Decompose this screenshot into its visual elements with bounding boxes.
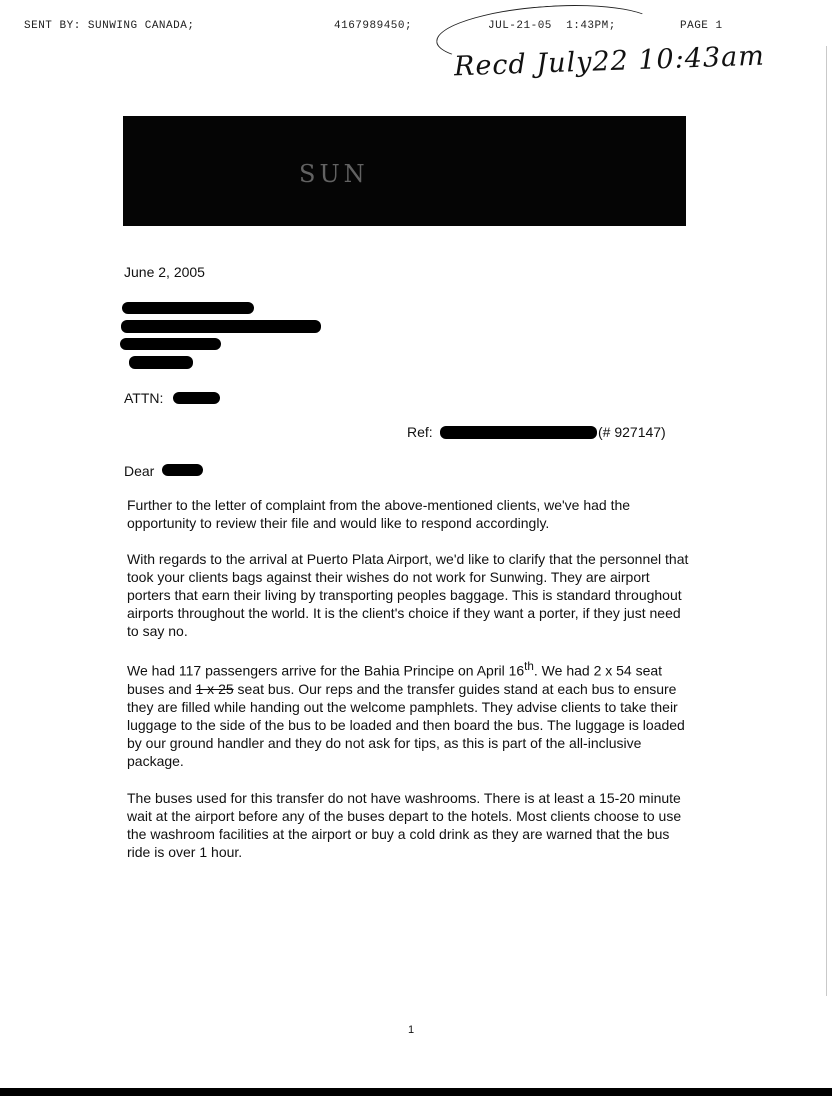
ref-label: Ref: xyxy=(407,424,433,440)
p3-strikethrough-text: 1 x 25 xyxy=(195,680,234,697)
redacted-address-line xyxy=(129,356,193,369)
redacted-address-line xyxy=(122,302,254,314)
scan-edge-line xyxy=(826,46,827,996)
handwritten-received-note: Recd July22 10:43am xyxy=(453,40,766,83)
redacted-ref-name xyxy=(440,426,597,439)
redacted-address-line xyxy=(121,320,321,333)
p3-superscript: th xyxy=(524,660,534,673)
fax-bottom-border xyxy=(0,1088,832,1096)
p3-text-c: seat bus. Our reps and the transfer guides stand at each bus to ensure they are filled while handing out the welcome pamphlets. They advise clients to take their luggage to the side of the bus to be loaded and then board the bus. The luggage is loaded by our ground handler and they do not ask for tips, as this is part of the all-inclusive package. xyxy=(127,680,685,769)
fax-datetime: JUL-21-05 1:43PM; xyxy=(488,20,616,32)
p3-text-b: . We had 2 x 54 seat buses and xyxy=(127,662,663,697)
fax-sender: SENT BY: SUNWING CANADA; xyxy=(24,20,195,32)
paragraph-airport-porters: With regards to the arrival at Puerto Plata Airport, we'd like to clarify that the personnel that took your clients bags against their wishes do not work for Sunwing. They are airport porters that earn their living by transporting peoples baggage. This is standard throughout airports throughout the world. It is the client's choice if they want a porter, if they just need to say no. xyxy=(127,551,689,639)
ref-number: (# 927147) xyxy=(598,424,666,440)
page-bottom-mark: 1 xyxy=(408,1024,415,1036)
paragraph-passengers-buses xyxy=(127,658,692,770)
letterhead-logo-text: SUN xyxy=(299,160,369,188)
redacted-address-line xyxy=(120,338,221,350)
letter-date: June 2, 2005 xyxy=(124,264,205,280)
paragraph-intro: Further to the letter of complaint from the above-mentioned clients, we've had the opportunity to review their file and would like to respond accordingly. xyxy=(127,497,631,531)
redacted-attn-name xyxy=(173,392,220,404)
redacted-salutation-name xyxy=(162,464,203,476)
p3-text-a: We had 117 passengers arrive for the Bahia Principe on April 16 xyxy=(127,662,525,679)
fax-header xyxy=(24,20,814,40)
fax-phone: 4167989450; xyxy=(334,20,413,32)
paragraph-washrooms: The buses used for this transfer do not have washrooms. There is at least a 15-20 minute wait at the airport before any of the buses depart to the hotels. Most clients choose to use the washroom facilities at the airport or buy a cold drink as they are warned that the bus ride is over 1 hour. xyxy=(127,790,682,860)
letterhead-logo-bar xyxy=(123,116,686,226)
salutation: Dear xyxy=(124,463,155,479)
fax-page-number: PAGE 1 xyxy=(680,20,723,32)
attn-label: ATTN: xyxy=(124,390,164,406)
